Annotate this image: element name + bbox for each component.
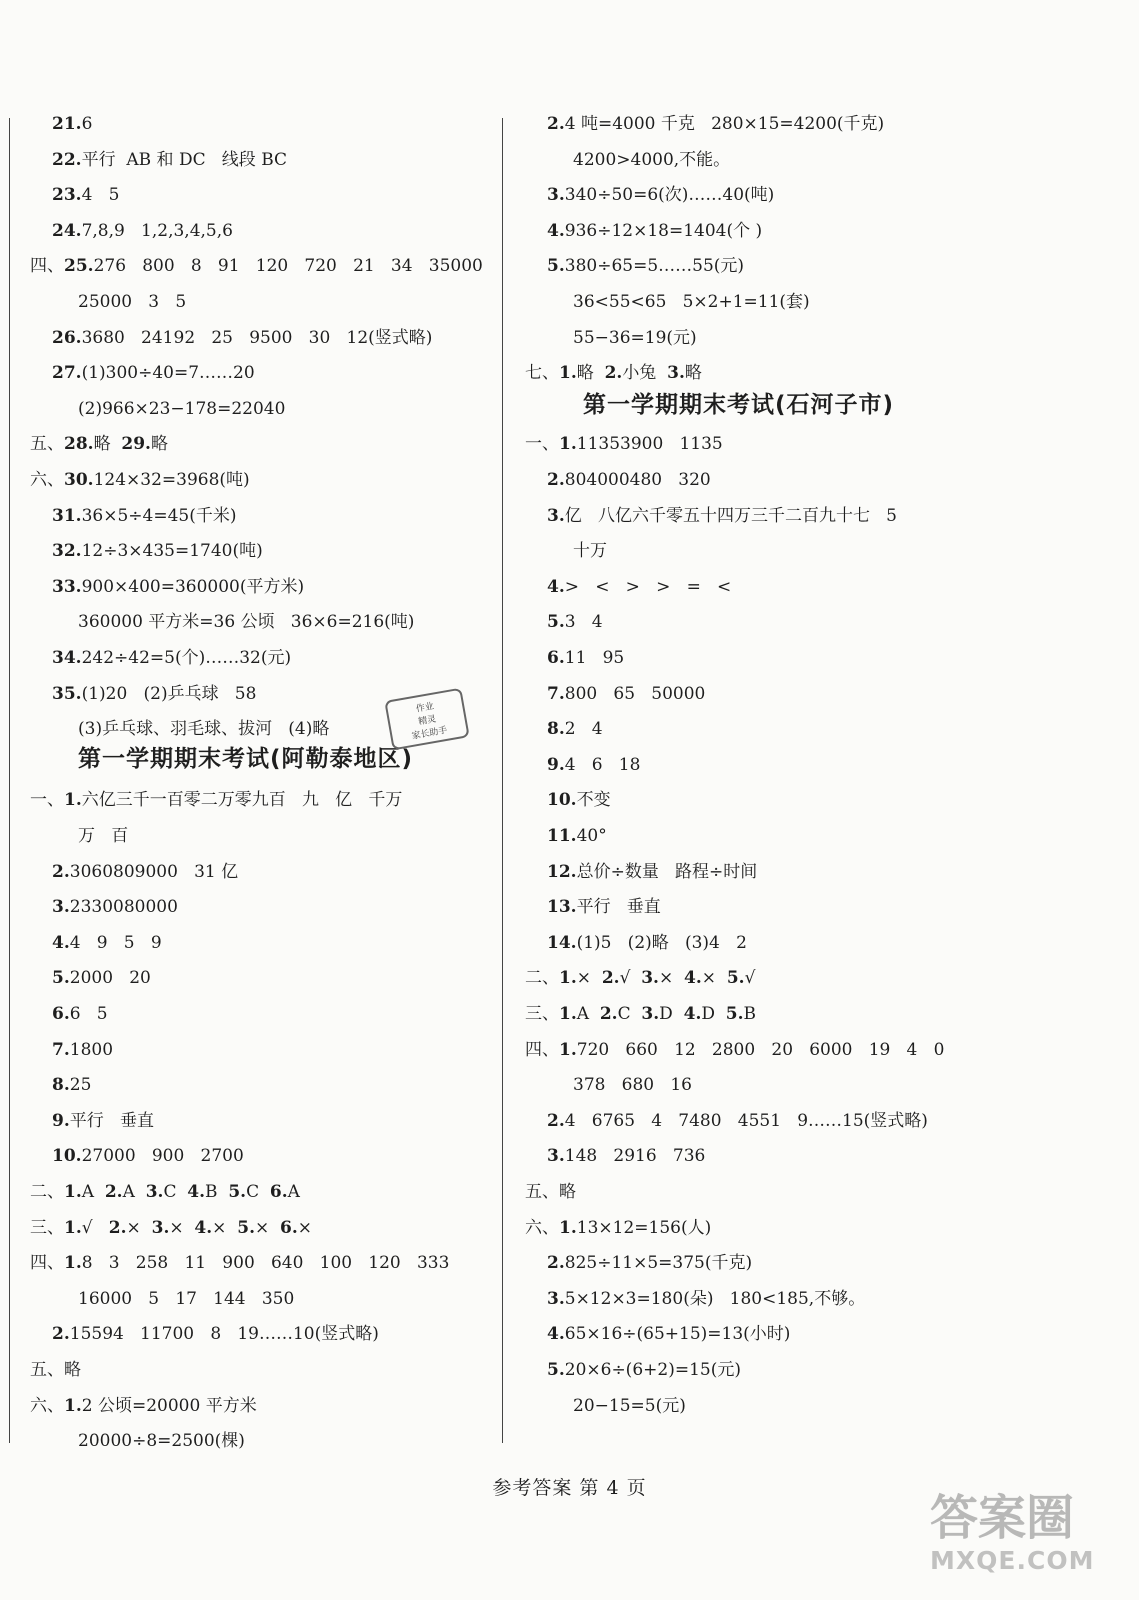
answer-line [547, 219, 762, 245]
question-number: 3. [547, 505, 565, 526]
answer-text: 总价÷数量 路程÷时间 [576, 861, 758, 882]
question-number: 2. [52, 861, 70, 882]
question-number: 8. [547, 719, 565, 740]
question-number: 1. [559, 1217, 577, 1238]
question-number: 4. [194, 1217, 213, 1238]
question-number: 7. [547, 683, 565, 704]
question-number: 5. [547, 612, 565, 633]
answer-text: 276 800 8 91 120 720 21 34 35000 [93, 256, 483, 277]
question-number: 5. [547, 1360, 565, 1380]
answer-line [30, 1251, 449, 1277]
section-marker: 六、 [30, 470, 64, 490]
answer-line [78, 1287, 294, 1313]
answer-text: √ [619, 968, 642, 989]
question-number: 3. [145, 1182, 164, 1202]
answer-line [525, 1038, 944, 1064]
answer-line [52, 1322, 379, 1348]
question-number: 2. [547, 1253, 565, 1274]
answer-text: C [246, 1182, 270, 1202]
answer-line [52, 361, 255, 387]
answer-text: × [126, 1217, 152, 1238]
answer-line [573, 539, 607, 565]
answer-text: 11353900 1135 [576, 434, 723, 455]
question-number: 4. [187, 1182, 206, 1202]
section-marker: 一、 [30, 790, 64, 811]
answer-line [547, 1251, 752, 1277]
answer-line [52, 326, 432, 352]
answer-line [30, 1394, 257, 1420]
answer-text: 36<55<65 5×2+1=11(套) [573, 292, 810, 312]
answer-text: A [81, 1182, 105, 1202]
answer-text: 12÷3×435=1740(吨) [81, 541, 263, 562]
answer-line [547, 254, 744, 280]
question-number: 6. [280, 1217, 298, 1238]
answer-text: × [297, 1217, 313, 1238]
answer-line [30, 432, 168, 458]
answer-text: 小兔 [622, 363, 668, 384]
question-number: 2. [547, 114, 565, 134]
answer-line [547, 788, 611, 814]
answer-line [78, 824, 128, 850]
answer-text: × [658, 968, 685, 989]
question-number: 29. [121, 434, 151, 455]
answer-text: B [743, 1004, 757, 1024]
page-footer: 参考答案 第 4 页 [492, 1477, 647, 1499]
question-number: 4. [547, 1324, 565, 1345]
answer-text: (3)乒乓球、羽毛球、拔河 (4)略 [78, 719, 330, 740]
answer-text: 略 [684, 363, 702, 384]
answer-text: 略 [93, 434, 122, 455]
answer-text: × [169, 1217, 195, 1238]
answer-line [52, 504, 236, 530]
answer-line [52, 931, 162, 957]
answer-text: 900×400=360000(平方米) [81, 576, 305, 597]
section-marker: 五、 [525, 1182, 559, 1202]
answer-text: 380÷65=5……55(元) [564, 256, 745, 277]
question-number: 1. [559, 1004, 577, 1024]
question-number: 9. [547, 754, 565, 775]
answer-text: 略 [576, 363, 605, 384]
answer-text: 平行 垂直 [69, 1110, 154, 1131]
answer-line [547, 1287, 865, 1313]
answer-line [547, 824, 607, 850]
answer-line [573, 1394, 686, 1420]
question-number: 3. [52, 897, 70, 918]
watermark-logo-text: 答案圈 [930, 1490, 1075, 1546]
answer-text: 不变 [576, 790, 611, 811]
answer-text: 略 [150, 434, 168, 455]
section-marker: 一、 [525, 434, 559, 455]
question-number: 4. [547, 220, 565, 241]
answer-text: 16000 5 17 144 350 [78, 1288, 295, 1309]
answer-line [547, 610, 603, 636]
answer-text: B [205, 1182, 229, 1202]
question-number: 1. [64, 1253, 82, 1274]
question-number: 34. [52, 648, 82, 668]
answer-text: 平行 垂直 [576, 897, 661, 918]
answer-line [30, 254, 483, 280]
question-number: 5. [237, 1217, 255, 1238]
question-number: 6. [269, 1182, 288, 1202]
answer-line [547, 1358, 741, 1384]
answer-text: 4 吨=4000 千克 280×15=4200(千克) [564, 114, 885, 134]
answer-text: (1)300÷40=7……20 [81, 363, 255, 384]
question-number: 31. [52, 505, 82, 526]
answer-line [573, 1073, 692, 1099]
answer-text: √ [744, 968, 756, 989]
answer-text: 略 [559, 1182, 576, 1202]
answer-line [30, 1216, 312, 1242]
answer-line [52, 1109, 154, 1135]
answer-line [30, 468, 250, 494]
answer-text: 20−15=5(元) [573, 1395, 686, 1416]
question-number: 1. [64, 1395, 82, 1416]
answer-text: 825÷11×5=375(千克) [564, 1253, 753, 1274]
answer-text: > < > > = < [564, 576, 732, 597]
question-number: 26. [52, 327, 82, 348]
answer-line [525, 1180, 576, 1206]
question-number: 8. [52, 1075, 70, 1096]
section-marker: 四、 [30, 1253, 64, 1274]
answer-text: 15594 11700 8 19……10(竖式略) [69, 1324, 379, 1345]
answer-text: 3060809000 31 亿 [69, 861, 239, 882]
answer-text: 40° [576, 826, 607, 846]
watermark-url: MXQE.COM [930, 1546, 1095, 1575]
answer-text: D [701, 1004, 726, 1024]
answer-text: 124×32=3968(吨) [93, 470, 250, 490]
question-number: 5. [547, 256, 565, 277]
answer-text: 55−36=19(元) [573, 327, 697, 348]
question-number: 3. [641, 968, 659, 989]
question-number: 1. [64, 1182, 82, 1202]
question-number: 2. [52, 1324, 70, 1345]
section-marker: 七、 [525, 363, 559, 384]
answer-line [547, 112, 884, 138]
answer-text: 6 [81, 114, 93, 134]
answer-line [525, 361, 702, 387]
answer-line [547, 895, 661, 921]
section-marker: 五、 [30, 1360, 64, 1380]
answer-text: 36×5÷4=45(千米) [81, 505, 237, 526]
answer-line [78, 610, 414, 636]
answer-text: 20×6÷(6+2)=15(元) [564, 1360, 741, 1380]
question-number: 2. [547, 470, 565, 490]
section-marker: 四、 [525, 1039, 559, 1060]
question-number: 5. [726, 968, 745, 989]
answer-text: 27000 900 2700 [81, 1146, 244, 1167]
answer-line [78, 290, 186, 316]
answer-text: A [122, 1182, 146, 1202]
answer-line [525, 1002, 756, 1028]
answer-text: × [576, 968, 602, 989]
answer-text: (2)966×23−178=22040 [78, 398, 286, 419]
question-number: 24. [52, 220, 82, 241]
section-title: 第一学期期末考试(石河子市) [583, 391, 895, 418]
question-number: 3. [667, 363, 685, 384]
answer-text: 340÷50=6(次)……40(吨) [564, 185, 775, 206]
answer-line [547, 753, 640, 779]
answer-line [30, 788, 402, 814]
left-margin-rule [9, 118, 10, 1443]
answer-text: 2000 20 [69, 968, 151, 989]
answer-line [52, 148, 287, 174]
question-number: 14. [547, 932, 577, 953]
question-number: 21. [52, 114, 82, 134]
question-number: 6. [52, 1004, 70, 1024]
answer-text: 360000 平方米=36 公顷 36×6=216(吨) [78, 612, 415, 633]
section-marker: 四、 [30, 256, 64, 277]
answer-text: 略 [64, 1360, 81, 1380]
question-number: 23. [52, 185, 82, 206]
answer-line [547, 468, 711, 494]
question-number: 7. [52, 1039, 70, 1060]
question-number: 1. [64, 1217, 82, 1238]
answer-text: 11 95 [564, 648, 625, 668]
section-marker: 三、 [30, 1217, 64, 1238]
homework-stamp: 作业 精灵 家长助手 [384, 688, 469, 751]
question-number: 2. [108, 1217, 127, 1238]
answer-text: √ [81, 1217, 109, 1238]
question-number: 13. [547, 897, 577, 918]
answer-text: 十万 [573, 541, 607, 562]
answer-line [573, 290, 810, 316]
answer-text: 6 5 [69, 1004, 108, 1024]
answer-line [525, 1216, 711, 1242]
answer-text: × [212, 1217, 238, 1238]
question-number: 11. [547, 826, 577, 846]
question-number: 5. [52, 968, 70, 989]
answer-line [52, 183, 119, 209]
question-number: 2. [104, 1182, 123, 1202]
answer-line [525, 966, 755, 992]
answer-text: 4 6 18 [564, 754, 641, 775]
question-number: 6. [547, 648, 565, 668]
question-number: 10. [547, 790, 577, 811]
answer-text: 4 6765 4 7480 4551 9……15(竖式略) [564, 1110, 928, 1131]
question-number: 9. [52, 1110, 70, 1131]
answer-line [573, 326, 697, 352]
question-number: 27. [52, 363, 82, 384]
answer-line [52, 646, 291, 672]
answer-line [52, 1073, 91, 1099]
answer-text: 378 680 16 [573, 1075, 692, 1096]
answer-text: 65×16÷(65+15)=13(小时) [564, 1324, 791, 1345]
question-number: 2. [601, 968, 620, 989]
answer-text: 25000 3 5 [78, 292, 187, 312]
question-number: 4. [52, 932, 70, 953]
answer-text: 2 4 [564, 719, 603, 740]
answer-text: C [163, 1182, 188, 1202]
answer-text: 平行 AB 和 DC 线段 BC [81, 149, 288, 170]
answer-text: 2330080000 [69, 897, 178, 918]
answer-text: 800 65 50000 [564, 683, 706, 704]
section-marker: 二、 [525, 968, 559, 989]
answer-line [547, 717, 603, 743]
question-number: 4. [684, 968, 702, 989]
answer-line [547, 504, 897, 530]
answer-text: 3680 24192 25 9500 30 12(竖式略) [81, 327, 433, 348]
question-number: 3. [151, 1217, 170, 1238]
answer-line [547, 1322, 790, 1348]
answer-text: 936÷12×18=1404(个 ) [564, 220, 763, 241]
site-watermark [930, 1490, 1130, 1595]
question-number: 3. [547, 1146, 565, 1167]
question-number: 25. [64, 256, 94, 277]
answer-line [78, 717, 329, 743]
answer-text: A [576, 1004, 600, 1024]
answer-line [52, 575, 304, 601]
question-number: 2. [547, 1110, 565, 1131]
answer-line [547, 860, 757, 886]
answer-text: × [701, 968, 727, 989]
question-number: 1. [559, 1039, 577, 1060]
answer-line [525, 432, 723, 458]
answer-line [52, 1038, 113, 1064]
answer-text: 六亿三千一百零二万零九百 九 亿 千万 [81, 790, 403, 811]
answer-text: 2 公顷=20000 平方米 [81, 1395, 257, 1416]
question-number: 2. [599, 1004, 618, 1024]
answer-text: 25 [69, 1075, 92, 1096]
section-marker: 六、 [525, 1217, 559, 1238]
answer-line [78, 397, 285, 423]
column-divider [502, 118, 503, 1443]
answer-text: 20000÷8=2500(棵) [78, 1431, 245, 1452]
question-number: 22. [52, 149, 82, 170]
question-number: 3. [547, 185, 565, 206]
answer-line [52, 860, 238, 886]
answer-text: 8 3 258 11 900 640 100 120 333 [81, 1253, 450, 1274]
answer-line [52, 1002, 108, 1028]
question-number: 35. [52, 683, 82, 704]
question-number: 32. [52, 541, 82, 562]
question-number: 5. [228, 1182, 247, 1202]
answer-text: 亿 八亿六千零五十四万三千二百九十七 5 [564, 505, 897, 526]
question-number: 12. [547, 861, 577, 882]
answer-line [52, 112, 92, 138]
answer-text: 804000480 320 [564, 470, 711, 490]
question-number: 1. [559, 434, 577, 455]
answer-line [52, 682, 256, 708]
question-number: 5. [725, 1004, 744, 1024]
answer-text: 148 2916 736 [564, 1146, 706, 1167]
answer-line [30, 1358, 81, 1384]
question-number: 1. [64, 790, 82, 811]
question-number: 3. [547, 1288, 565, 1309]
answer-line [78, 1429, 245, 1455]
answer-line [547, 682, 705, 708]
question-number: 3. [641, 1004, 660, 1024]
answer-text: 7,8,9 1,2,3,4,5,6 [81, 220, 233, 241]
question-number: 4. [683, 1004, 702, 1024]
answer-text: 242÷42=5(个)……32(元) [81, 648, 292, 668]
question-number: 1. [559, 968, 577, 989]
question-number: 10. [52, 1146, 82, 1167]
section-marker: 三、 [525, 1004, 559, 1024]
answer-text: × [254, 1217, 281, 1238]
question-number: 33. [52, 576, 82, 597]
answer-text: 4 9 5 9 [69, 932, 162, 953]
answer-line [573, 148, 730, 174]
answer-text: 3 4 [564, 612, 603, 633]
answer-text: 13×12=156(人) [576, 1217, 712, 1238]
answer-line [52, 1144, 244, 1170]
answer-text: D [659, 1004, 684, 1024]
answer-text: 4 5 [81, 185, 120, 206]
answer-text: A [287, 1182, 300, 1202]
section-marker: 六、 [30, 1395, 64, 1416]
answer-line [52, 539, 263, 565]
question-number: 2. [604, 363, 623, 384]
section-title: 第一学期期末考试(阿勒泰地区) [78, 745, 414, 772]
question-number: 4. [547, 576, 565, 597]
answer-line [52, 895, 178, 921]
answer-line [52, 219, 233, 245]
answer-text: 4200>4000,不能。 [573, 149, 731, 170]
question-number: 28. [64, 434, 94, 455]
answer-line [547, 183, 774, 209]
answer-text: 5×12×3=180(朵) 180<185,不够。 [564, 1288, 866, 1309]
answer-text: (1)5 (2)略 (3)4 2 [576, 932, 747, 953]
answer-text: 1800 [69, 1039, 114, 1060]
answer-line [52, 966, 151, 992]
answer-line [30, 1180, 300, 1206]
answer-line [547, 1109, 928, 1135]
answer-text: (1)20 (2)乒乓球 58 [81, 683, 257, 704]
section-marker: 二、 [30, 1182, 64, 1202]
answer-text: C [617, 1004, 642, 1024]
answer-text: 万 百 [78, 826, 129, 846]
answer-line [547, 1144, 705, 1170]
question-number: 1. [559, 363, 577, 384]
answer-text: 720 660 12 2800 20 6000 19 4 0 [576, 1039, 945, 1060]
section-marker: 五、 [30, 434, 64, 455]
question-number: 30. [64, 470, 94, 490]
answer-line [547, 575, 731, 601]
answer-line [547, 646, 624, 672]
answer-line [547, 931, 747, 957]
